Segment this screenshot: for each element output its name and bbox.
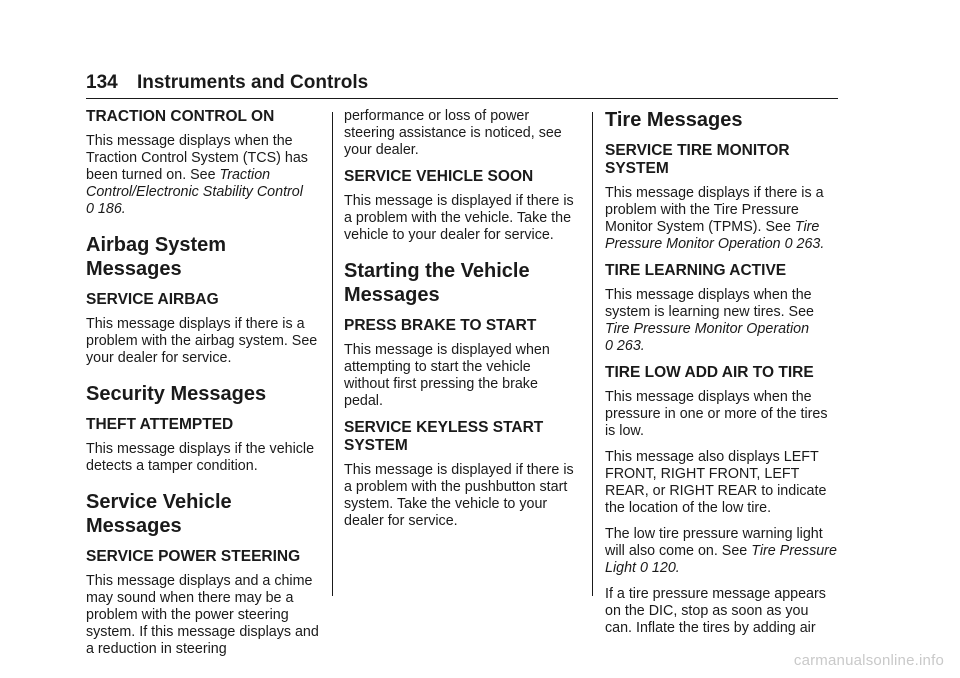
press-brake-text: This message is displayed when attempting to start the vehicle without first pressing the brake pedal.: [344, 342, 550, 409]
column-2: [344, 108, 580, 539]
service-airbag-text: This message displays if there is a problem with the airbag system. See your dealer for service.: [86, 316, 318, 366]
starting-title: Starting the Vehicle Messages: [344, 260, 530, 306]
page-number: 134: [86, 72, 118, 93]
power-steering-text: This message displays and a chime may sound when there may be a problem with the power steering system. If this message displays and a reduction in steering: [86, 573, 319, 657]
keyless-heading: SERVICE KEYLESS START SYSTEM: [344, 419, 544, 454]
continued-text: performance or loss of power steering assistance is noticed, see your dealer.: [344, 108, 562, 158]
press-brake-heading: PRESS BRAKE TO START: [344, 317, 537, 334]
low-ref-link[interactable]: Tire Pressure Light: [605, 543, 837, 576]
page-header: [86, 72, 838, 99]
learning-ref-link[interactable]: Tire Pressure Monitor Operation: [605, 321, 810, 337]
traction-ref-link[interactable]: Traction Control/Electronic Stability Control: [86, 167, 303, 200]
learning-heading: TIRE LEARNING ACTIVE: [605, 262, 787, 279]
tire-title: Tire Messages: [605, 109, 743, 131]
service-airbag-heading: SERVICE AIRBAG: [86, 291, 219, 308]
service-vehicle-title: Service Vehicle Messages: [86, 491, 232, 537]
traction-page-ref[interactable]: 0 186.: [86, 201, 126, 217]
low-page-ref[interactable]: 0 120.: [640, 560, 680, 576]
service-soon-heading: SERVICE VEHICLE SOON: [344, 168, 534, 185]
tpms-page-ref[interactable]: 0 263.: [784, 236, 825, 252]
traction-heading: TRACTION CONTROL ON: [86, 108, 275, 125]
tpms-heading: SERVICE TIRE MONITOR SYSTEM: [605, 142, 790, 177]
airbag-title: Airbag System Messages: [86, 234, 227, 280]
tpms-ref-link[interactable]: Tire Pressure Monitor Operation: [605, 219, 820, 252]
low-text-1: This message displays when the pressure in one or more of the tires is low.: [605, 389, 828, 439]
low-text-3: The low tire pressure warning light will also come on. See Tire Pressure Light 0 120.: [605, 526, 837, 576]
theft-text: This message displays if the vehicle detects a tamper condition.: [86, 441, 315, 474]
service-soon-text: This message is displayed if there is a problem with the vehicle. Take the vehicle to your dealer for service.: [344, 193, 574, 243]
theft-heading: THEFT ATTEMPTED: [86, 416, 234, 433]
low-heading: TIRE LOW ADD AIR TO TIRE: [605, 364, 814, 381]
column-divider: [592, 112, 593, 596]
learning-page-ref[interactable]: 0 263.: [605, 338, 645, 354]
keyless-text: This message is displayed if there is a problem with the pushbutton start system. Take the vehicle to your dealer for service.: [344, 462, 574, 529]
watermark: carmanualsonline.info: [793, 652, 944, 669]
learning-text: This message displays when the system is learning new tires. See Tire Pressure Monitor Operation 0 263.: [605, 287, 814, 354]
low-text-2: This message also displays LEFT FRONT, RIGHT FRONT, LEFT REAR, or RIGHT REAR to indicate the location of the low tire.: [605, 449, 827, 516]
tpms-text: This message displays if there is a problem with the Tire Pressure Monitor System (TPMS). See Tire Pressure Monitor Operation 0 263.: [605, 185, 825, 252]
security-title: Security Messages: [86, 383, 267, 405]
power-steering-heading: SERVICE POWER STEERING: [86, 548, 301, 565]
column-divider: [332, 112, 333, 596]
column-3: [605, 108, 837, 646]
section-title: Instruments and Controls: [136, 72, 369, 93]
column-1: [86, 108, 322, 667]
low-text-4: If a tire pressure message appears on the DIC, stop as soon as you can. Inflate the tires by adding air: [605, 586, 826, 636]
traction-text: This message displays when the Traction Control System (TCS) has been turned on. See Traction Control/Electronic Stability Control 0 186.: [86, 133, 308, 217]
